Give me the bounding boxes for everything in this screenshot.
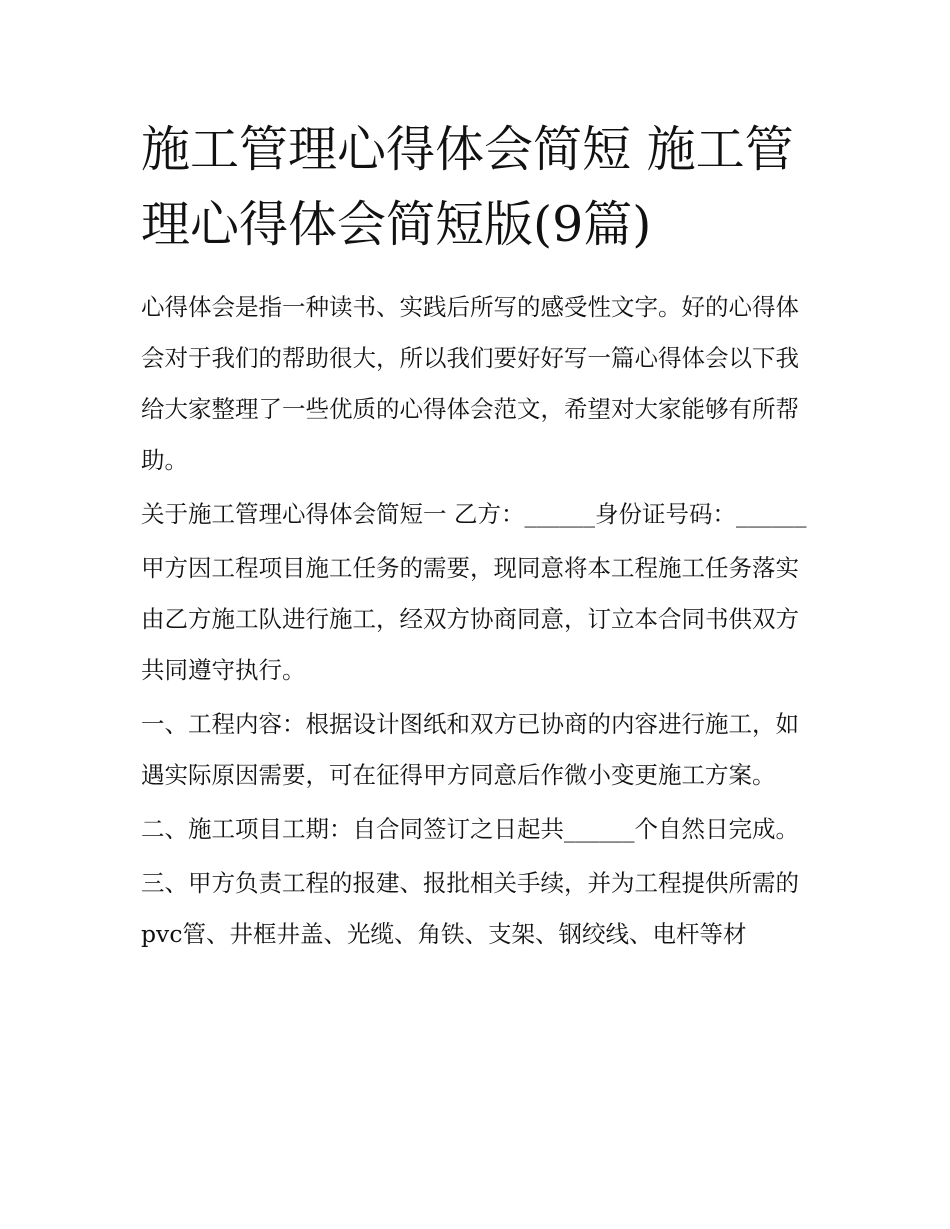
contract-intro-paragraph: 甲方因工程项目施工任务的需要，现同意将本工程施工任务落实由乙方施工队进行施工，经双方协商同意，订立本合同书供双方共同遵守执行。 <box>141 554 799 684</box>
clause-1-paragraph: 一、工程内容：根据设计图纸和双方已协商的内容进行施工，如遇实际原因需要，可在征得甲方同意后作微小变更施工方案。 <box>141 710 799 789</box>
clause-2-paragraph: 二、施工项目工期：自合同签订之日起共______个自然日完成。 <box>141 815 799 843</box>
intro-paragraph: 心得体会是指一种读书、实践后所写的感受性文字。好的心得体会对于我们的帮助很大，所以我们要好好写一篇心得体会以下我给大家整理了一些优质的心得体会范文，希望对大家能够有所帮助。 <box>141 293 799 474</box>
section-heading-paragraph: 关于施工管理心得体会简短一 乙方：______身份证号码：______ <box>141 500 807 528</box>
clause-3-paragraph: 三、甲方负责工程的报建、报批相关手续，并为工程提供所需的pvc管、井框井盖、光缆、角铁、支架、钢绞线、电杆等材 <box>141 869 799 948</box>
document-title: 施工管理心得体会简短 施工管理心得体会简短版(9篇) <box>141 121 794 253</box>
document-body <box>141 282 813 963</box>
